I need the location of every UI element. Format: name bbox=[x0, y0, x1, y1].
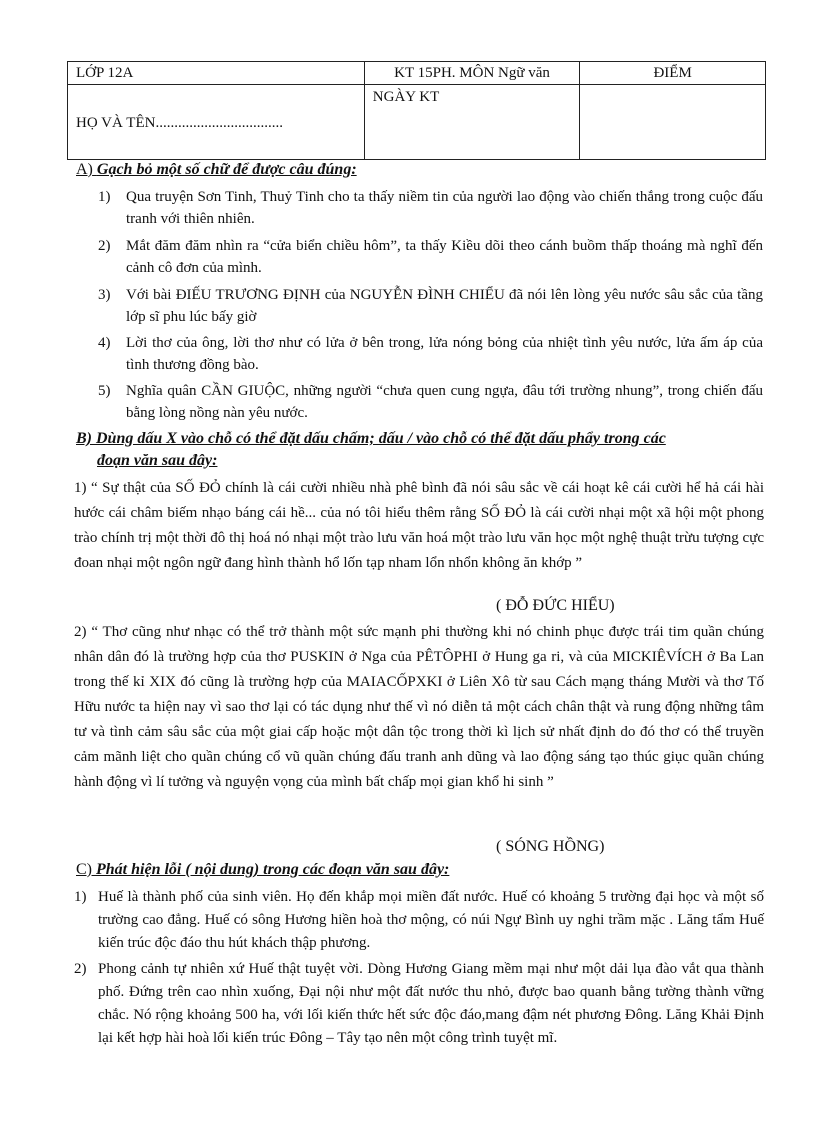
list-item bbox=[98, 186, 763, 230]
item-text: Phong cảnh tự nhiên xứ Huế thật tuyệt vời. Dòng Hương Giang mềm mại như một dải lụa đào vắt qua thành phố. Đứng trên cao nhìn xuống, Đại nội như một đất nước thu nhỏ, được bao quanh bằng tường thành vững chắc. Nó rộng khoảng 500 ha, với lối kiến thức hết sức độc đáo,mang đậm nét phương Đông. Lăng Khải Định lại kết hợp hài hoà lối kiến trúc Đông – Tây tạo nên một công trình tuyệt mĩ. bbox=[98, 961, 764, 1046]
section-b-heading-cont bbox=[97, 452, 217, 470]
list-item bbox=[98, 332, 763, 376]
list-item bbox=[74, 886, 764, 955]
score-cell[interactable] bbox=[580, 85, 766, 160]
item-text: Huế là thành phố của sinh viên. Họ đến khắp mọi miền đất nước. Huế có khoảng 5 trường đại học và một số trường cao đẳng. Huế có sông Hương hiền hoà thơ mộng, có núi Ngự Bình uy nghi trầm mặc . Lăng tẩm Huế kiến trúc độc đáo thu hút khách thập phương. bbox=[98, 889, 764, 951]
item-text: Với bài ĐIẾU TRƯƠNG ĐỊNH của NGUYỄN ĐÌNH CHIỂU đã nói lên lòng yêu nước sâu sắc của tầng lớp sĩ phu lúc bấy giờ bbox=[126, 287, 763, 325]
section-a-heading bbox=[76, 161, 357, 179]
score-label: ĐIỂM bbox=[653, 65, 692, 81]
paragraph-2: 2) “ Thơ cũng như nhạc có thể trở thành một sức mạnh phi thường khi nó chinh phục được trái tim quần chúng nhân dân đó là trường hợp của thơ PUSKIN ở Nga của PÊTÔPHI ở Hung ga ri, và của MICKIÊVÍCH ở Ba Lan trong thế kỉ XIX đó cũng là trường hợp của MAIACỐPXKI ở Liên Xô từ sau Cách mạng tháng Mười và thơ Tố Hữu nước ta hiện nay vì sao thơ lại có tác dụng như thế vì nó diễn tả một cách chân thật và rung động những tâm tư và tình cảm sâu sắc của một giai cấp hoặc một dân tộc trong thời kì lịch sử nhất định do đó thơ có thể truyền cảm mãnh liệt cho quần chúng cổ vũ quần chúng đấu tranh anh dũng và lao động sáng tạo thúc giục quần chúng hành động vì lí tưởng và nguyện vọng của mình bất chấp mọi gian khổ hi sinh ” bbox=[74, 624, 764, 790]
item-number: 2) bbox=[74, 961, 87, 977]
section-b-title-line2: đoạn văn sau đây: bbox=[97, 452, 218, 469]
date-cell[interactable] bbox=[364, 85, 579, 160]
name-cell[interactable] bbox=[68, 85, 365, 160]
score-header-cell bbox=[580, 62, 766, 85]
test-cell bbox=[364, 62, 579, 85]
section-c-letter: C) bbox=[76, 861, 92, 878]
class-cell bbox=[68, 62, 365, 85]
item-number: 1) bbox=[74, 889, 87, 905]
section-c-title: Phát hiện lỗi ( nội dung) trong các đoạn văn sau đây: bbox=[96, 861, 450, 878]
list-item bbox=[98, 235, 763, 279]
header-table bbox=[67, 61, 766, 160]
author-signature-2: ( SÓNG HỒNG) bbox=[496, 838, 605, 855]
section-b-heading bbox=[76, 430, 766, 448]
list-item bbox=[74, 958, 764, 1050]
date-label: NGÀY KT bbox=[372, 89, 440, 105]
item-number: 1) bbox=[98, 189, 111, 205]
section-a-title: Gạch bỏ một số chữ để được câu đúng: bbox=[96, 161, 357, 178]
item-text: Nghĩa quân CẦN GIUỘC, những người “chưa quen cung ngựa, đâu tới trường nhung”, trong chiến đấu bằng lòng nồng nàn yêu nước. bbox=[126, 383, 763, 421]
item-number: 2) bbox=[98, 238, 111, 254]
section-c-heading bbox=[76, 861, 449, 879]
paragraph-1: 1) “ Sự thật của SỐ ĐỎ chính là cái cười nhiều nhà phê bình đã nói sâu sắc về cái hoạt kê cái cười hể hả cái hài hước cái châm biếm nhạo báng cái hề... của nó tôi hiểu thêm rằng SỐ ĐỎ là cái cười nhại một xã hội một phong trào chính trị một thời đô thị hoá nó nhại một trào lưu văn hoá một trào lưu văn học một nghệ thuật trừu tượng cực đoan nhại một ngôn ngữ đang hình thành hổ lốn tạp nham lổn nhổn không ăn khớp ” bbox=[74, 480, 764, 571]
list-item bbox=[98, 380, 763, 424]
item-text: Qua truyện Sơn Tinh, Thuỷ Tinh cho ta thấy niềm tin của người lao động vào chiến thắng trong cuộc đấu tranh với thiên nhiên. bbox=[126, 189, 763, 227]
item-number: 3) bbox=[98, 287, 111, 303]
test-label: KT 15PH. MÔN Ngữ văn bbox=[394, 65, 550, 81]
section-b-title-line1: B) Dùng dấu X vào chỗ có thể đặt dấu chấm; dấu / vào chỗ có thể đặt dấu phẩy trong các bbox=[76, 430, 666, 447]
list-item bbox=[98, 284, 763, 328]
author-signature-1: ( ĐỖ ĐỨC HIỂU) bbox=[496, 597, 615, 614]
name-label: HỌ VÀ TÊN.................................. bbox=[76, 115, 283, 131]
section-a-letter: A) bbox=[76, 161, 93, 178]
item-number: 4) bbox=[98, 335, 111, 351]
class-label: LỚP 12A bbox=[76, 65, 134, 81]
item-number: 5) bbox=[98, 383, 111, 399]
item-text: Mắt đăm đăm nhìn ra “cửa biển chiều hôm”, ta thấy Kiều dõi theo cánh buồm thấp thoáng mà nghĩ đến cảnh cô đơn của mình. bbox=[126, 238, 763, 276]
item-text: Lời thơ của ông, lời thơ như có lửa ở bên trong, lửa nóng bỏng của nhiệt tình yêu nước, lửa ấm áp của tình thương đồng bào. bbox=[126, 335, 763, 373]
